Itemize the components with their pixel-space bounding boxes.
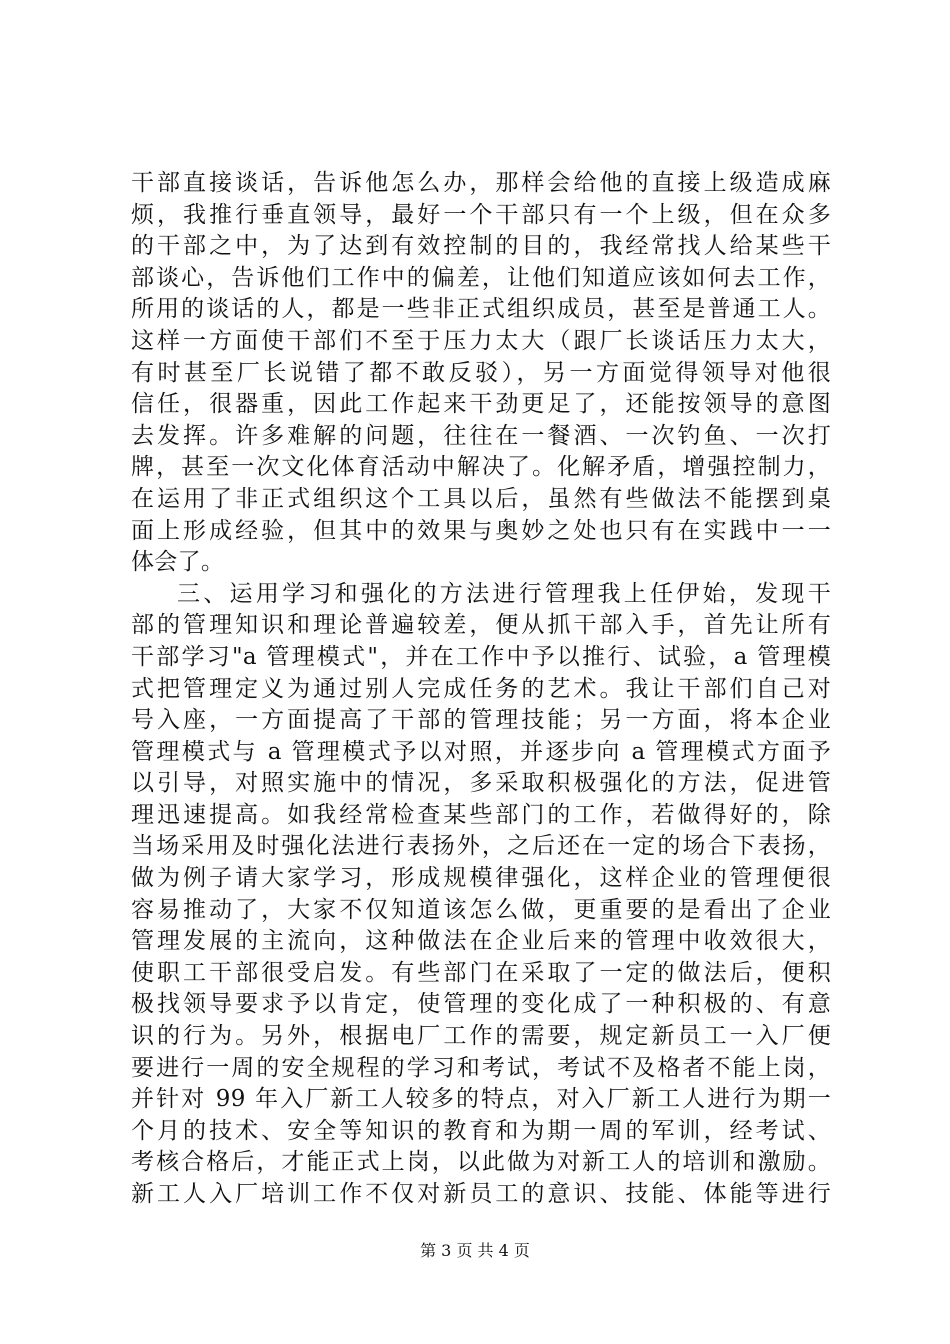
text-line: 管理发展的主流向，这种做法在企业后来的管理中收效很大， (131, 928, 831, 955)
text-line: 部的管理知识和理论普遍较差，便从抓干部入手，首先让所有 (131, 612, 831, 639)
text-line: 极找领导要求予以肯定，使管理的变化成了一种积极的、有意 (131, 991, 831, 1018)
text-line: 所用的谈话的人，都是一些非正式组织成员，甚至是普通工人。 (131, 296, 831, 323)
text-line: 管理模式与 a 管理模式予以对照，并逐步向 a 管理模式方面予 (131, 738, 831, 765)
text-line: 使职工干部很受启发。有些部门在采取了一定的做法后，便积 (131, 959, 831, 986)
text-line: 要进行一周的安全规程的学习和考试，考试不及格者不能上岗， (131, 1054, 831, 1081)
text-line: 有时甚至厂长说错了都不敢反驳），另一方面觉得领导对他很 (131, 359, 831, 386)
text-line: 在运用了非正式组织这个工具以后，虽然有些做法不能摆到桌 (131, 485, 831, 512)
text-line: 识的行为。另外，根据电厂工作的需要，规定新员工一入厂便 (131, 1023, 831, 1050)
text-line: 以引导，对照实施中的情况，多采取积极强化的方法，促进管 (131, 770, 831, 797)
text-line: 并针对 99 年入厂新工人较多的特点，对入厂新工人进行为期一 (131, 1086, 831, 1113)
section-heading-line: 三、运用学习和强化的方法进行管理我上任伊始，发现干 (177, 580, 831, 607)
body-text (131, 168, 831, 1211)
text-line: 当场采用及时强化法进行表扬外，之后还在一定的场合下表扬， (131, 833, 831, 860)
text-line: 去发挥。许多难解的问题，往往在一餐酒、一次钓鱼、一次打 (131, 422, 831, 449)
text-line: 牌，甚至一次文化体育活动中解决了。化解矛盾，增强控制力， (131, 454, 831, 481)
text-line: 的干部之中，为了达到有效控制的目的，我经常找人给某些干 (131, 233, 831, 260)
text-line: 号入座，一方面提高了干部的管理技能；另一方面，将本企业 (131, 707, 831, 734)
text-line: 信任，很器重，因此工作起来干劲更足了，还能按领导的意图 (131, 391, 831, 418)
text-line: 式把管理定义为通过别人完成任务的艺术。我让干部们自己对 (131, 675, 831, 702)
text-line: 干部学习"a 管理模式"，并在工作中予以推行、试验，a 管理模 (131, 643, 831, 670)
text-line: 面上形成经验，但其中的效果与奥妙之处也只有在实践中一一 (131, 517, 831, 544)
text-line: 个月的技术、安全等知识的教育和为期一周的军训，经考试、 (131, 1117, 831, 1144)
text-line: 考核合格后，才能正式上岗，以此做为对新工人的培训和激励。 (131, 1149, 831, 1176)
text-line: 干部直接谈话，告诉他怎么办，那样会给他的直接上级造成麻 (131, 170, 831, 196)
page-number-footer: 第 3 页 共 4 页 (420, 1241, 530, 1260)
text-line: 这样一方面使干部们不至于压力太大（跟厂长谈话压力太大， (131, 327, 831, 354)
text-line: 体会了。 (131, 549, 225, 576)
text-line: 部谈心，告诉他们工作中的偏差，让他们知道应该如何去工作， (131, 264, 831, 291)
text-line: 理迅速提高。如我经常检查某些部门的工作，若做得好的，除 (131, 801, 831, 828)
text-line: 新工人入厂培训工作不仅对新员工的意识、技能、体能等进行 (131, 1181, 831, 1207)
text-line: 烦，我推行垂直领导，最好一个干部只有一个上级，但在众多 (131, 201, 831, 228)
text-line: 做为例子请大家学习，形成规模律强化，这样企业的管理便很 (131, 865, 831, 892)
text-line: 容易推动了，大家不仅知道该怎么做，更重要的是看出了企业 (131, 896, 831, 923)
